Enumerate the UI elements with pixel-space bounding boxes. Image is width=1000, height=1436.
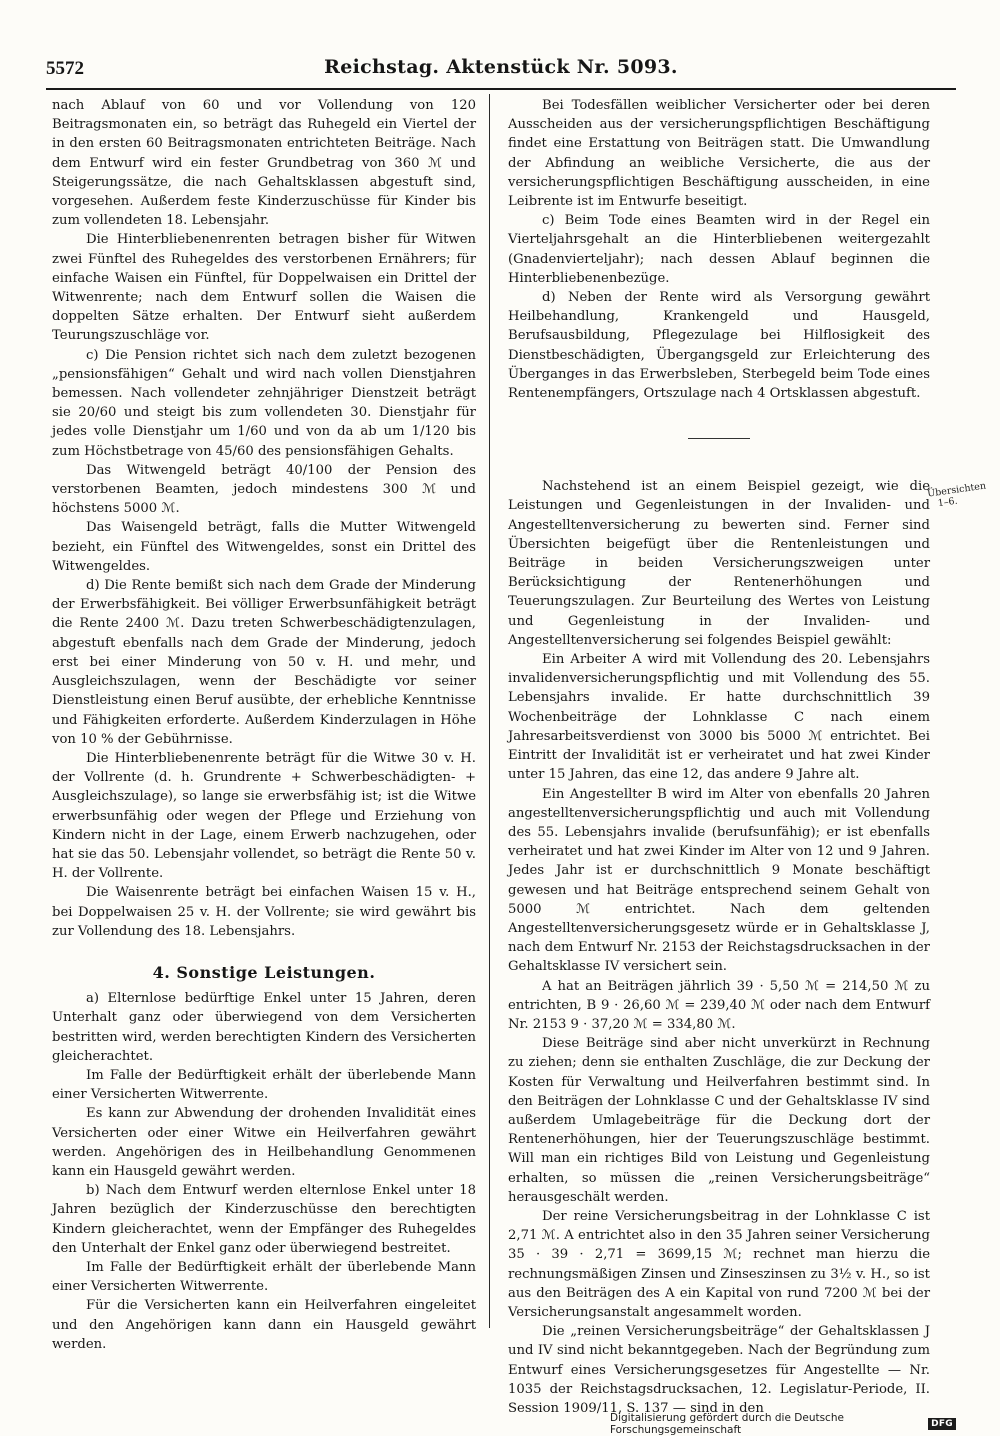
column-divider bbox=[489, 94, 490, 1328]
paragraph: Im Falle der Bedürftigkeit erhält der überlebende Mann einer Versicherten Witwerrente. bbox=[52, 1067, 476, 1103]
dfg-logo: DFG bbox=[928, 1418, 956, 1430]
paragraph: Der reine Versicherungsbeitrag in der Lohnklasse C ist 2,71 ℳ. A entrichtet also in den 35 Jahren seiner Versicherung 35 · 39 · 2,71 = 3699,15 ℳ; rechnet man hierzu die rechnungsmäßigen Zinsen und Zinseszinsen zu 3½ v. H., so ist aus den Beiträgen des A ein Kapital von rund 7200 ℳ bei der Versicherungsanstalt angesammelt worden. bbox=[508, 1208, 930, 1320]
paragraph: Ein Angestellter B wird im Alter von ebenfalls 20 Jahren angestelltenversicherungspflichtig und auch mit Vollendung des 55. Lebensjahrs invalide (berufsunfähig); er ist ebenfalls verheiratet und hat zwei Kinder im Alter von 12 und 9 Jahren. Jedes Jahr ist er durchschnittlich 9 Monate beschäftigt gewesen und hat Beiträge entsprechend seinem Gehalt von 5000 ℳ entrichtet. Nach dem geltenden Angestelltenversicherungsgesetz würde er in Gehaltsklasse J, nach dem Entwurf Nr. 2153 der Reichstagsdrucksachen in der Gehaltsklasse IV versichert sein. bbox=[508, 786, 930, 975]
paragraph: Nachstehend ist an einem Beispiel gezeigt, wie die Leistungen und Gegenleistungen in der Invaliden- und Angestelltenversicherung zu bewerten sind. Ferner sind Übersichten beigefügt über die Rentenleistungen und Beiträge in beiden Versicherungszweigen unter Berücksichtigung der Rentenerhöhungen und Teuerungszulagen. Zur Beurteilung des Wertes von Leistung und Gegenleistung in der Invaliden- und Angestelltenversicherung sei folgendes Beispiel gewählt: bbox=[508, 479, 930, 648]
paragraph: Im Falle der Bedürftigkeit erhält der überlebende Mann einer Versicherten Witwerrente. bbox=[52, 1259, 476, 1295]
paragraph: Diese Beiträge sind aber nicht unverkürzt in Rechnung zu ziehen; denn sie enthalten Zuschläge, die zur Deckung der Kosten für Verwaltung und Heilverfahren bestimmt sind. In den Beiträgen der Lohnklasse C und der Gehaltsklasse IV sind außerdem Umlagebeiträge für die Deckung dort der Rentenerhöhungen, hier der Teuerungszuschläge bestimmt. Will man ein richtiges Bild von Leistung und Gegenleistung erhalten, so müssen die „reinen Versicherungsbeiträge“ herausgeschält werden. bbox=[508, 1036, 930, 1205]
footer-credit bbox=[610, 1412, 956, 1436]
paragraph: Das Waisengeld beträgt, falls die Mutter Witwengeld bezieht, ein Fünftel des Witwengeldes, sonst ein Drittel des Witwengeldes. bbox=[52, 520, 476, 574]
right-column bbox=[508, 96, 930, 1418]
paragraph: Die Waisenrente beträgt bei einfachen Waisen 15 v. H., bei Doppelwaisen 25 v. H. der Vollrente; sie wird gewährt bis zur Vollendung des 18. Lebensjahrs. bbox=[52, 885, 476, 939]
paragraph: a) Elternlose bedürftige Enkel unter 15 Jahren, deren Unterhalt ganz oder überwiegend von dem Versicherten bestritten wird, werden berechtigten Kindern des Versicherten gleicherachtet. bbox=[52, 991, 476, 1064]
paragraph: d) Die Rente bemißt sich nach dem Grade der Minderung der Erwerbsfähigkeit. Bei völliger Erwerbsunfähigkeit beträgt die Rente 2400 ℳ. Dazu treten Schwerbeschädigtenzulagen, abgestuft ebenfalls nach dem Grade der Minderung, jedoch erst bei einer Minderung von 50 v. H. und mehr, und Ausgleichszulagen, wenn der Beschädigte vor seiner Dienstleistung einen Beruf ausübte, der erhebliche Kenntnisse und Fähigkeiten erforderte. Außerdem Kinderzulagen in Höhe von 10 % der Gebührnisse. bbox=[52, 578, 476, 747]
section-heading: 4. Sonstige Leistungen. bbox=[152, 962, 376, 982]
paragraph: Ein Arbeiter A wird mit Vollendung des 20. Lebensjahrs invalidenversicherungspflichtig und mit Vollendung des 55. Lebensjahrs invalide. Er hatte durchschnittlich 39 Wochenbeiträge der Lohnklasse C nach einem Jahresarbeitsverdienst von 3000 bis 5000 ℳ entrichtet. Bei Eintritt der Invalidität ist er verheiratet und hat zwei Kinder unter 15 Jahren, das eine 12, das andere 9 Jahre alt. bbox=[508, 652, 930, 783]
paragraph: c) Beim Tode eines Beamten wird in der Regel ein Vierteljahrsgehalt an die Hinterbliebenen weitergezahlt (Gnadenvierteljahr); nach dessen Ablauf beginnen die Hinterbliebenenbezüge. bbox=[508, 213, 930, 286]
paragraph: Die Hinterbliebenenrente beträgt für die Witwe 30 v. H. der Vollrente (d. h. Grundrente + Schwerbeschädigten- + Ausgleichszulage), so lange sie erwerbsfähig ist; ist die Witwe erwerbsunfähig oder wegen der Pflege und Erziehung von Kindern nicht in der Lage, einem Erwerb nachzugehen, oder hat sie das 50. Lebensjahr vollendet, so beträgt die Rente 50 v. H. der Vollrente. bbox=[52, 750, 476, 882]
paragraph: b) Nach dem Entwurf werden elternlose Enkel unter 18 Jahren bezüglich der Kinderzuschüsse den berechtigten Kindern gleicherachtet, wenn der Empfänger des Ruhegeldes den Unterhalt der Enkel ganz oder überwiegend bestreitet. bbox=[52, 1183, 476, 1256]
paragraph: c) Die Pension richtet sich nach dem zuletzt bezogenen „pensionsfähigen“ Gehalt und wird nach vollen Dienstjahren bemessen. Nach vollendeter zehnjähriger Dienstzeit beträgt sie 20/60 und steigt bis zum vollendeten 30. Dienstjahr für jedes volle Dienstjahr um 1/60 und von da ab um 1/120 bis zum Höchstbetrage von 45/60 des pensionsfähigen Gehalts. bbox=[52, 347, 476, 459]
page-header bbox=[46, 56, 956, 86]
paragraph: d) Neben der Rente wird als Versorgung gewährt Heilbehandlung, Krankengeld und Hausgeld, Berufsausbildung, Pflegezulage bei Hilflosigkeit des Dienstbeschädigten, Übergangsgeld zur Erleichterung des Überganges in das Erwerbsleben, Sterbegeld beim Tode eines Rentenempfängers, Ortszulage nach 4 Ortsklassen abgestuft. bbox=[508, 290, 930, 402]
footer-credit-text: Digitalisierung gefördert durch die Deutsche Forschungsgemeinschaft bbox=[610, 1412, 844, 1436]
section-separator-rule bbox=[688, 438, 750, 439]
running-title: Reichstag. Aktenstück Nr. 5093. bbox=[324, 56, 678, 78]
paragraph: Das Witwengeld beträgt 40/100 der Pension des verstorbenen Beamten, jedoch mindestens 300 ℳ und höchstens 5000 ℳ. bbox=[52, 462, 476, 517]
left-column bbox=[52, 96, 476, 1354]
paragraph: nach Ablauf von 60 und vor Vollendung von 120 Beitragsmonaten ein, so beträgt das Ruhegeld ein Viertel der in den ersten 60 Beitragsmonaten entrichteten Beiträge. Nach dem Entwurf wird ein fester Grundbetrag von 360 ℳ und Steigerungssätze, die nach Gehaltsklassen abgestuft sind, vorgesehen. Außerdem feste Kinderzuschüsse für Kinder bis zum vollendeten 18. Lebensjahr. bbox=[52, 98, 476, 229]
paragraph: Die „reinen Versicherungsbeiträge“ der Gehaltsklassen J und IV sind nicht bekanntgegeben. Nach der Begründung zum Entwurf eines Versicherungsgesetzes für Angestellte — Nr. 1035 der Reichstagsdrucksachen, 12. Legislatur-Periode, II. Session 1909/11, S. 137 — sind in den bbox=[508, 1324, 930, 1416]
paragraph: Bei Todesfällen weiblicher Versicherter oder bei deren Ausscheiden aus der versicherungspflichtigen Beschäftigung findet eine Erstattung von Beiträgen statt. Die Umwandlung der Abfindung an weibliche Versicherte, die aus der versicherungspflichtigen Beschäftigung ausscheiden, in eine Leibrente ist im Entwurfe beseitigt. bbox=[508, 98, 930, 210]
paragraph: Die Hinterbliebenenrenten betragen bisher für Witwen zwei Fünftel des Ruhegeldes des verstorbenen Ernährers; für einfache Waisen ein Fünftel, für Doppelwaisen ein Drittel der Witwenrente; nach dem Entwurf sollen die Waisen die doppelten Sätze erhalten. Der Entwurf sieht außerdem Teurungszuschläge vor. bbox=[52, 232, 476, 344]
page-number: 5572 bbox=[46, 58, 84, 79]
paragraph: Für die Versicherten kann ein Heilverfahren eingeleitet und den Angehörigen kann dann ein Hausgeld gewährt werden. bbox=[52, 1298, 476, 1352]
header-rule bbox=[46, 88, 956, 90]
margin-note: Übersichten 1–6. bbox=[926, 480, 987, 509]
paragraph: A hat an Beiträgen jährlich 39 · 5,50 ℳ = 214,50 ℳ zu entrichten, B 9 · 26,60 ℳ = 239,40 ℳ oder nach dem Entwurf Nr. 2153 9 · 37,20 ℳ = 334,80 ℳ. bbox=[508, 978, 930, 1032]
paragraph: Es kann zur Abwendung der drohenden Invalidität eines Versicherten oder einer Witwe ein Heilverfahren gewährt werden. Angehörigen des in Heilbehandlung Genommenen kann ein Hausgeld gewährt werden. bbox=[52, 1106, 476, 1179]
